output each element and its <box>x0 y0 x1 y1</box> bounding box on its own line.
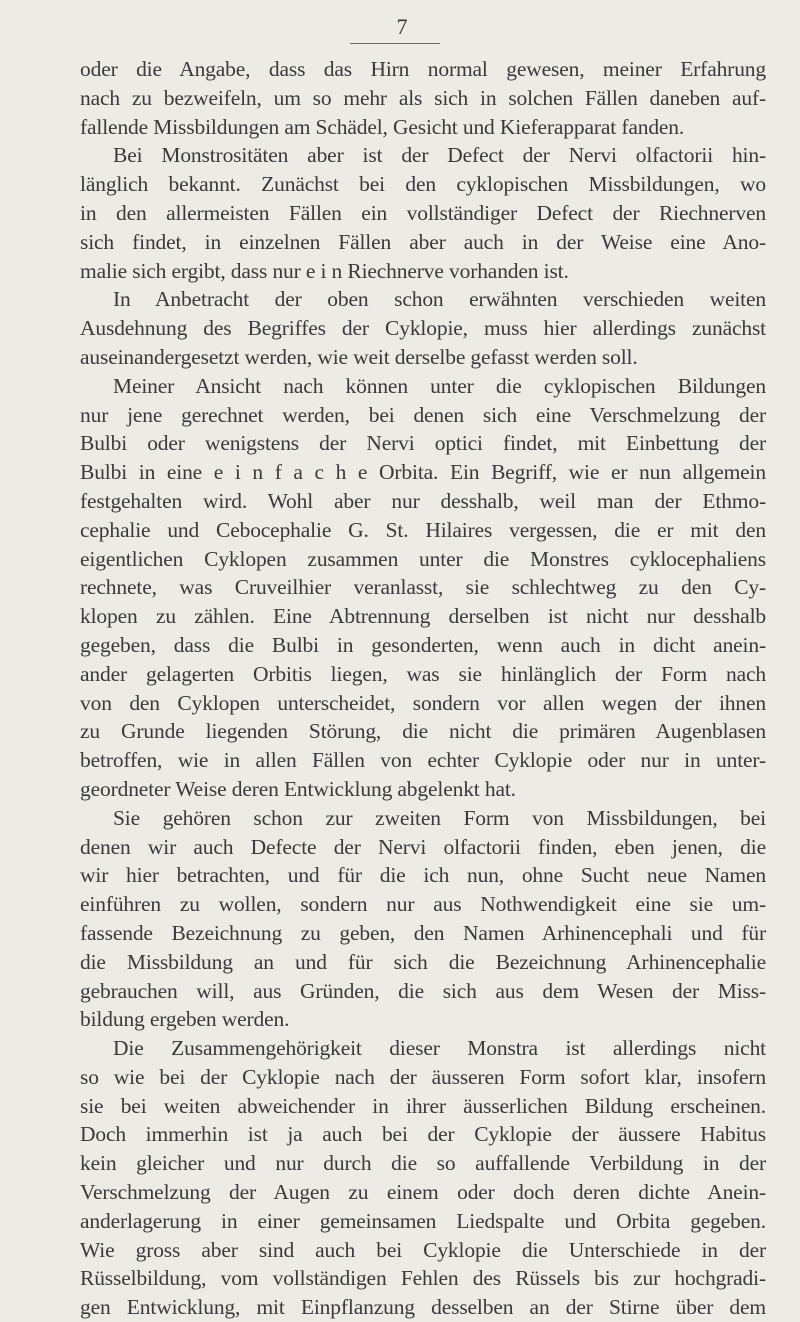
text-line: oder die Angabe, dass das Hirn normal gewesen, meiner Erfahrung <box>80 57 766 81</box>
text-line: einführen zu wollen, sondern nur aus Nothwendigkeit eine sie um- <box>80 892 766 917</box>
text-line: festgehalten wird. Wohl aber nur desshalb, weil man der Ethmo- <box>80 488 766 513</box>
text-line: betroffen, wie in allen Fällen von echter Cyklopie oder nur in unter- <box>80 748 766 773</box>
text-line: malie sich ergibt, dass nur e i n Riechnerve vorhanden ist. <box>80 258 569 283</box>
text-line: Sie gehören schon zur zweiten Form von Missbildungen, bei <box>113 805 766 830</box>
text-line: Die Zusammengehörigkeit dieser Monstra ist allerdings nicht <box>113 1036 766 1061</box>
text-line: zu Grunde liegenden Störung, die nicht die primären Augenblasen <box>80 719 766 744</box>
page-number: 7 <box>396 14 408 39</box>
text-line: die Missbildung an und für sich die Bezeichnung Arhinencephalie <box>80 949 766 974</box>
text-line: geordneter Weise deren Entwicklung abgelenkt hat. <box>80 776 516 801</box>
text-line: kein gleicher und nur durch die so auffallende Verbildung in der <box>80 1151 766 1176</box>
text-line: Verschmelzung der Augen zu einem oder doch deren dichte Anein- <box>80 1180 766 1205</box>
text-line: bildung ergeben werden. <box>80 1007 290 1032</box>
text-line: fallende Missbildungen am Schädel, Gesicht und Kieferapparat fanden. <box>80 114 685 139</box>
text-line: auseinandergesetzt werden, wie weit derselbe gefasst werden soll. <box>80 344 638 369</box>
text-line: länglich bekannt. Zunächst bei den cyklopischen Missbildungen, wo <box>80 172 766 197</box>
header-rule <box>350 43 440 44</box>
text-line: Wie gross aber sind auch bei Cyklopie die Unterschiede in der <box>80 1237 766 1262</box>
text-line: von den Cyklopen unterscheidet, sondern vor allen wegen der ihnen <box>80 690 766 715</box>
text-line: rechnete, was Cruveilhier veranlasst, sie schlechtweg zu den Cy- <box>80 575 766 600</box>
text-line: Ausdehnung des Begriffes der Cyklopie, muss hier allerdings zunächst <box>80 316 766 341</box>
text-line: Meiner Ansicht nach können unter die cyklopischen Bildungen <box>113 373 766 398</box>
text-line: so wie bei der Cyklopie nach der äusseren Form sofort klar, insofern <box>80 1064 766 1089</box>
text-line: sich findet, in einzelnen Fällen aber auch in der Weise eine Ano- <box>80 229 766 254</box>
text-line: Bulbi in eine e i n f a c h e Orbita. Ein Begriff, wie er nun allgemein <box>80 460 766 485</box>
text-line: ander gelagerten Orbitis liegen, was sie hinlänglich der Form nach <box>80 661 766 686</box>
text-line: gen Entwicklung, mit Einpflanzung desselben an der Stirne über dem <box>80 1295 766 1320</box>
text-line: Doch immerhin ist ja auch bei der Cyklopie der äussere Habitus <box>80 1122 766 1147</box>
text-line: eigentlichen Cyklopen zusammen unter die Monstres cyklocephaliens <box>80 546 766 571</box>
text-line: Bulbi oder wenigstens der Nervi optici findet, mit Einbettung der <box>80 431 766 456</box>
text-line: cephalie und Cebocephalie G. St. Hilaires vergessen, die er mit den <box>80 517 766 542</box>
text-line: wir hier betrachten, und für die ich nun, ohne Sucht neue Namen <box>80 863 766 888</box>
text-line: fassende Bezeichnung zu geben, den Namen Arhinencephali und für <box>80 920 766 945</box>
text-line: in den allermeisten Fällen ein vollständiger Defect der Riechnerven <box>80 200 766 225</box>
text-line: denen wir auch Defecte der Nervi olfactorii finden, eben jenen, die <box>80 834 766 859</box>
text-line: gegeben, dass die Bulbi in gesonderten, wenn auch in dicht anein- <box>80 632 766 657</box>
text-line: nach zu bezweifeln, um so mehr als sich in solchen Fällen daneben auf- <box>80 85 766 110</box>
body-text <box>80 55 766 1322</box>
text-line: gebrauchen will, aus Gründen, die sich aus dem Wesen der Miss- <box>80 978 766 1003</box>
text-line: Bei Monstrositäten aber ist der Defect der Nervi olfactorii hin- <box>113 143 766 168</box>
text-line: anderlagerung in einer gemeinsamen Liedspalte und Orbita gegeben. <box>80 1208 766 1233</box>
text-line: nur jene gerechnet werden, bei denen sich eine Verschmelzung der <box>80 402 766 427</box>
text-line: klopen zu zählen. Eine Abtrennung derselben ist nicht nur desshalb <box>80 604 766 629</box>
text-line: sie bei weiten abweichender in ihrer äusserlichen Bildung erscheinen. <box>80 1093 766 1118</box>
text-line: Rüsselbildung, vom vollständigen Fehlen des Rüssels bis zur hochgradi- <box>80 1266 766 1291</box>
text-line: In Anbetracht der oben schon erwähnten verschieden weiten <box>113 287 766 312</box>
